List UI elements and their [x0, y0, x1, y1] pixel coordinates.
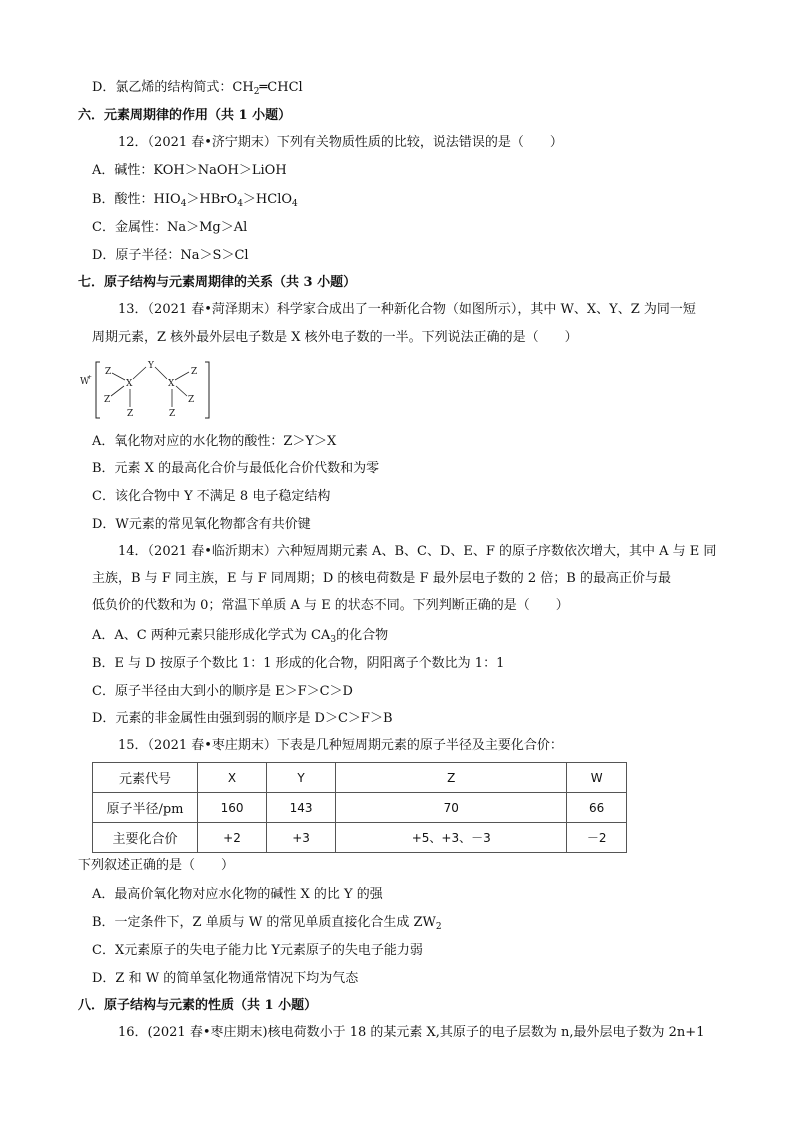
q12-option-d: D．原子半径：Na＞S＞Cl — [92, 248, 249, 263]
q14-option-a: A．A、C 两种元素只能形成化学式为 $CA_3$的化合物 — [92, 628, 389, 645]
left-bracket — [96, 362, 100, 418]
figure-atom-z: Z — [169, 409, 176, 419]
q12-option-b: B．酸性：$HIO_4>HBrO_4>HClO_4$ — [92, 192, 298, 209]
table-cell: +2 — [198, 823, 267, 853]
q13-option-b: B．元素 X 的最高化合价与最低化合价代数和为零 — [92, 461, 380, 476]
table-row-label: 主要化合价 — [93, 823, 198, 853]
q14-stem-line-1: 14．（2021 春•临沂期末）六种短周期元素 A、B、C、D、E、F 的原子序数依次增大，其中 A 与 E 同 — [118, 544, 717, 559]
q11-option-d: D．氯乙烯的结构简式：$CH_2═CHCl$ — [92, 80, 303, 97]
table-row-label: 原子半径/pm — [93, 793, 198, 823]
bond — [175, 372, 189, 380]
table-header-cell: Z — [336, 763, 567, 793]
figure-atom-z: Z — [127, 409, 134, 419]
q15-option-c: C．X元素原子的失电子能力比 Y元素原子的失电子能力弱 — [92, 943, 423, 958]
table-header-row — [93, 763, 627, 793]
figure-w-label: W — [80, 377, 90, 387]
table-header-cell: Y — [267, 763, 336, 793]
figure-atom-z: Z — [191, 367, 198, 377]
bond — [133, 367, 146, 379]
q15-instruction: 下列叙述正确的是（ ） — [78, 858, 235, 873]
table-header-cell: 元素代号 — [93, 763, 198, 793]
q13-stem-line-2: 周期元素，Z 核外最外层电子数是 X 核外电子数的一半。下列说法正确的是（ ） — [92, 330, 578, 345]
figure-atom-z: Z — [105, 367, 112, 377]
figure-atom-z: Z — [188, 395, 195, 405]
q12-stem: 12．（2021 春•济宁期末）下列有关物质性质的比较，说法错误的是（ ） — [118, 135, 563, 150]
q15-option-b: B．一定条件下，Z 单质与 W 的常见单质直接化合生成 $ZW_2$ — [92, 915, 442, 932]
q13-stem-line-1: 13．（2021 春•菏泽期末）科学家合成出了一种新化合物（如图所示），其中 W、X、Y、Z 为同一短 — [118, 302, 696, 317]
bond — [112, 373, 125, 380]
q14-option-b: B．E 与 D 按原子个数比 1：1 形成的化合物，阴阳离子个数比为 1：1 — [92, 656, 505, 671]
q15-stem: 15．（2021 春•枣庄期末）下表是几种短周期元素的原子半径及主要化合价： — [118, 738, 563, 753]
q15-option-a: A．最高价氧化物对应水化物的碱性 X 的比 Y 的强 — [92, 887, 383, 902]
figure-atom-x: X — [168, 379, 175, 389]
table-cell: 66 — [567, 793, 627, 823]
table-cell: +3 — [267, 823, 336, 853]
table-cell: －2 — [567, 823, 627, 853]
section-6-heading: 六．元素周期律的作用（共 1 小题） — [78, 108, 292, 123]
q15-option-d: D．Z 和 W 的简单氢化物通常情况下均为气态 — [92, 971, 359, 986]
q13-option-c: C．该化合物中 Y 不满足 8 电子稳定结构 — [92, 489, 331, 504]
right-bracket — [205, 362, 209, 418]
figure-atom-y: Y — [148, 361, 154, 371]
table-row — [93, 823, 627, 853]
table-row — [93, 793, 627, 823]
table-cell: 160 — [198, 793, 267, 823]
q14-option-c: C．原子半径由大到小的顺序是 E＞F＞C＞D — [92, 684, 353, 699]
section-7-heading: 七．原子结构与元素周期律的关系（共 3 小题） — [78, 275, 357, 290]
bond — [111, 386, 124, 396]
figure-atom-x: X — [126, 379, 133, 389]
table-cell: +5、+3、－3 — [336, 823, 567, 853]
table-header-cell: W — [567, 763, 627, 793]
figure-atom-z: Z — [104, 395, 111, 405]
bond — [155, 367, 167, 379]
table-header-cell: X — [198, 763, 267, 793]
q13-option-d: D．W元素的常见氧化物都含有共价键 — [92, 517, 311, 532]
q16-stem: 16．(2021 春•枣庄期末)核电荷数小于 18 的某元素 X,其原子的电子层数为 n,最外层电子数为 2n+1 — [118, 1025, 705, 1040]
q13-structure-figure — [78, 358, 213, 422]
q13-option-a: A．氧化物对应的水化物的酸性：Z＞Y＞X — [92, 434, 337, 449]
table-cell: 70 — [336, 793, 567, 823]
bond — [176, 386, 187, 396]
table-cell: 143 — [267, 793, 336, 823]
q12-option-a: A．碱性：KOH＞NaOH＞LiOH — [92, 163, 287, 178]
q12-option-c: C．金属性：Na＞Mg＞Al — [92, 220, 248, 235]
section-8-heading: 八．原子结构与元素的性质（共 1 小题） — [78, 998, 318, 1013]
q14-stem-line-3: 低负价的代数和为 0；常温下单质 A 与 E 的状态不同。下列判断正确的是（ ） — [92, 598, 569, 613]
element-data-table — [92, 762, 627, 853]
q14-stem-line-2: 主族，B 与 F 同主族，E 与 F 同周期；D 的核电荷数是 F 最外层电子数的 2 倍；B 的最高正价与最 — [92, 571, 671, 586]
figure-charge: + — [87, 374, 93, 381]
q14-option-d: D．元素的非金属性由强到弱的顺序是 D＞C＞F＞B — [92, 711, 393, 726]
